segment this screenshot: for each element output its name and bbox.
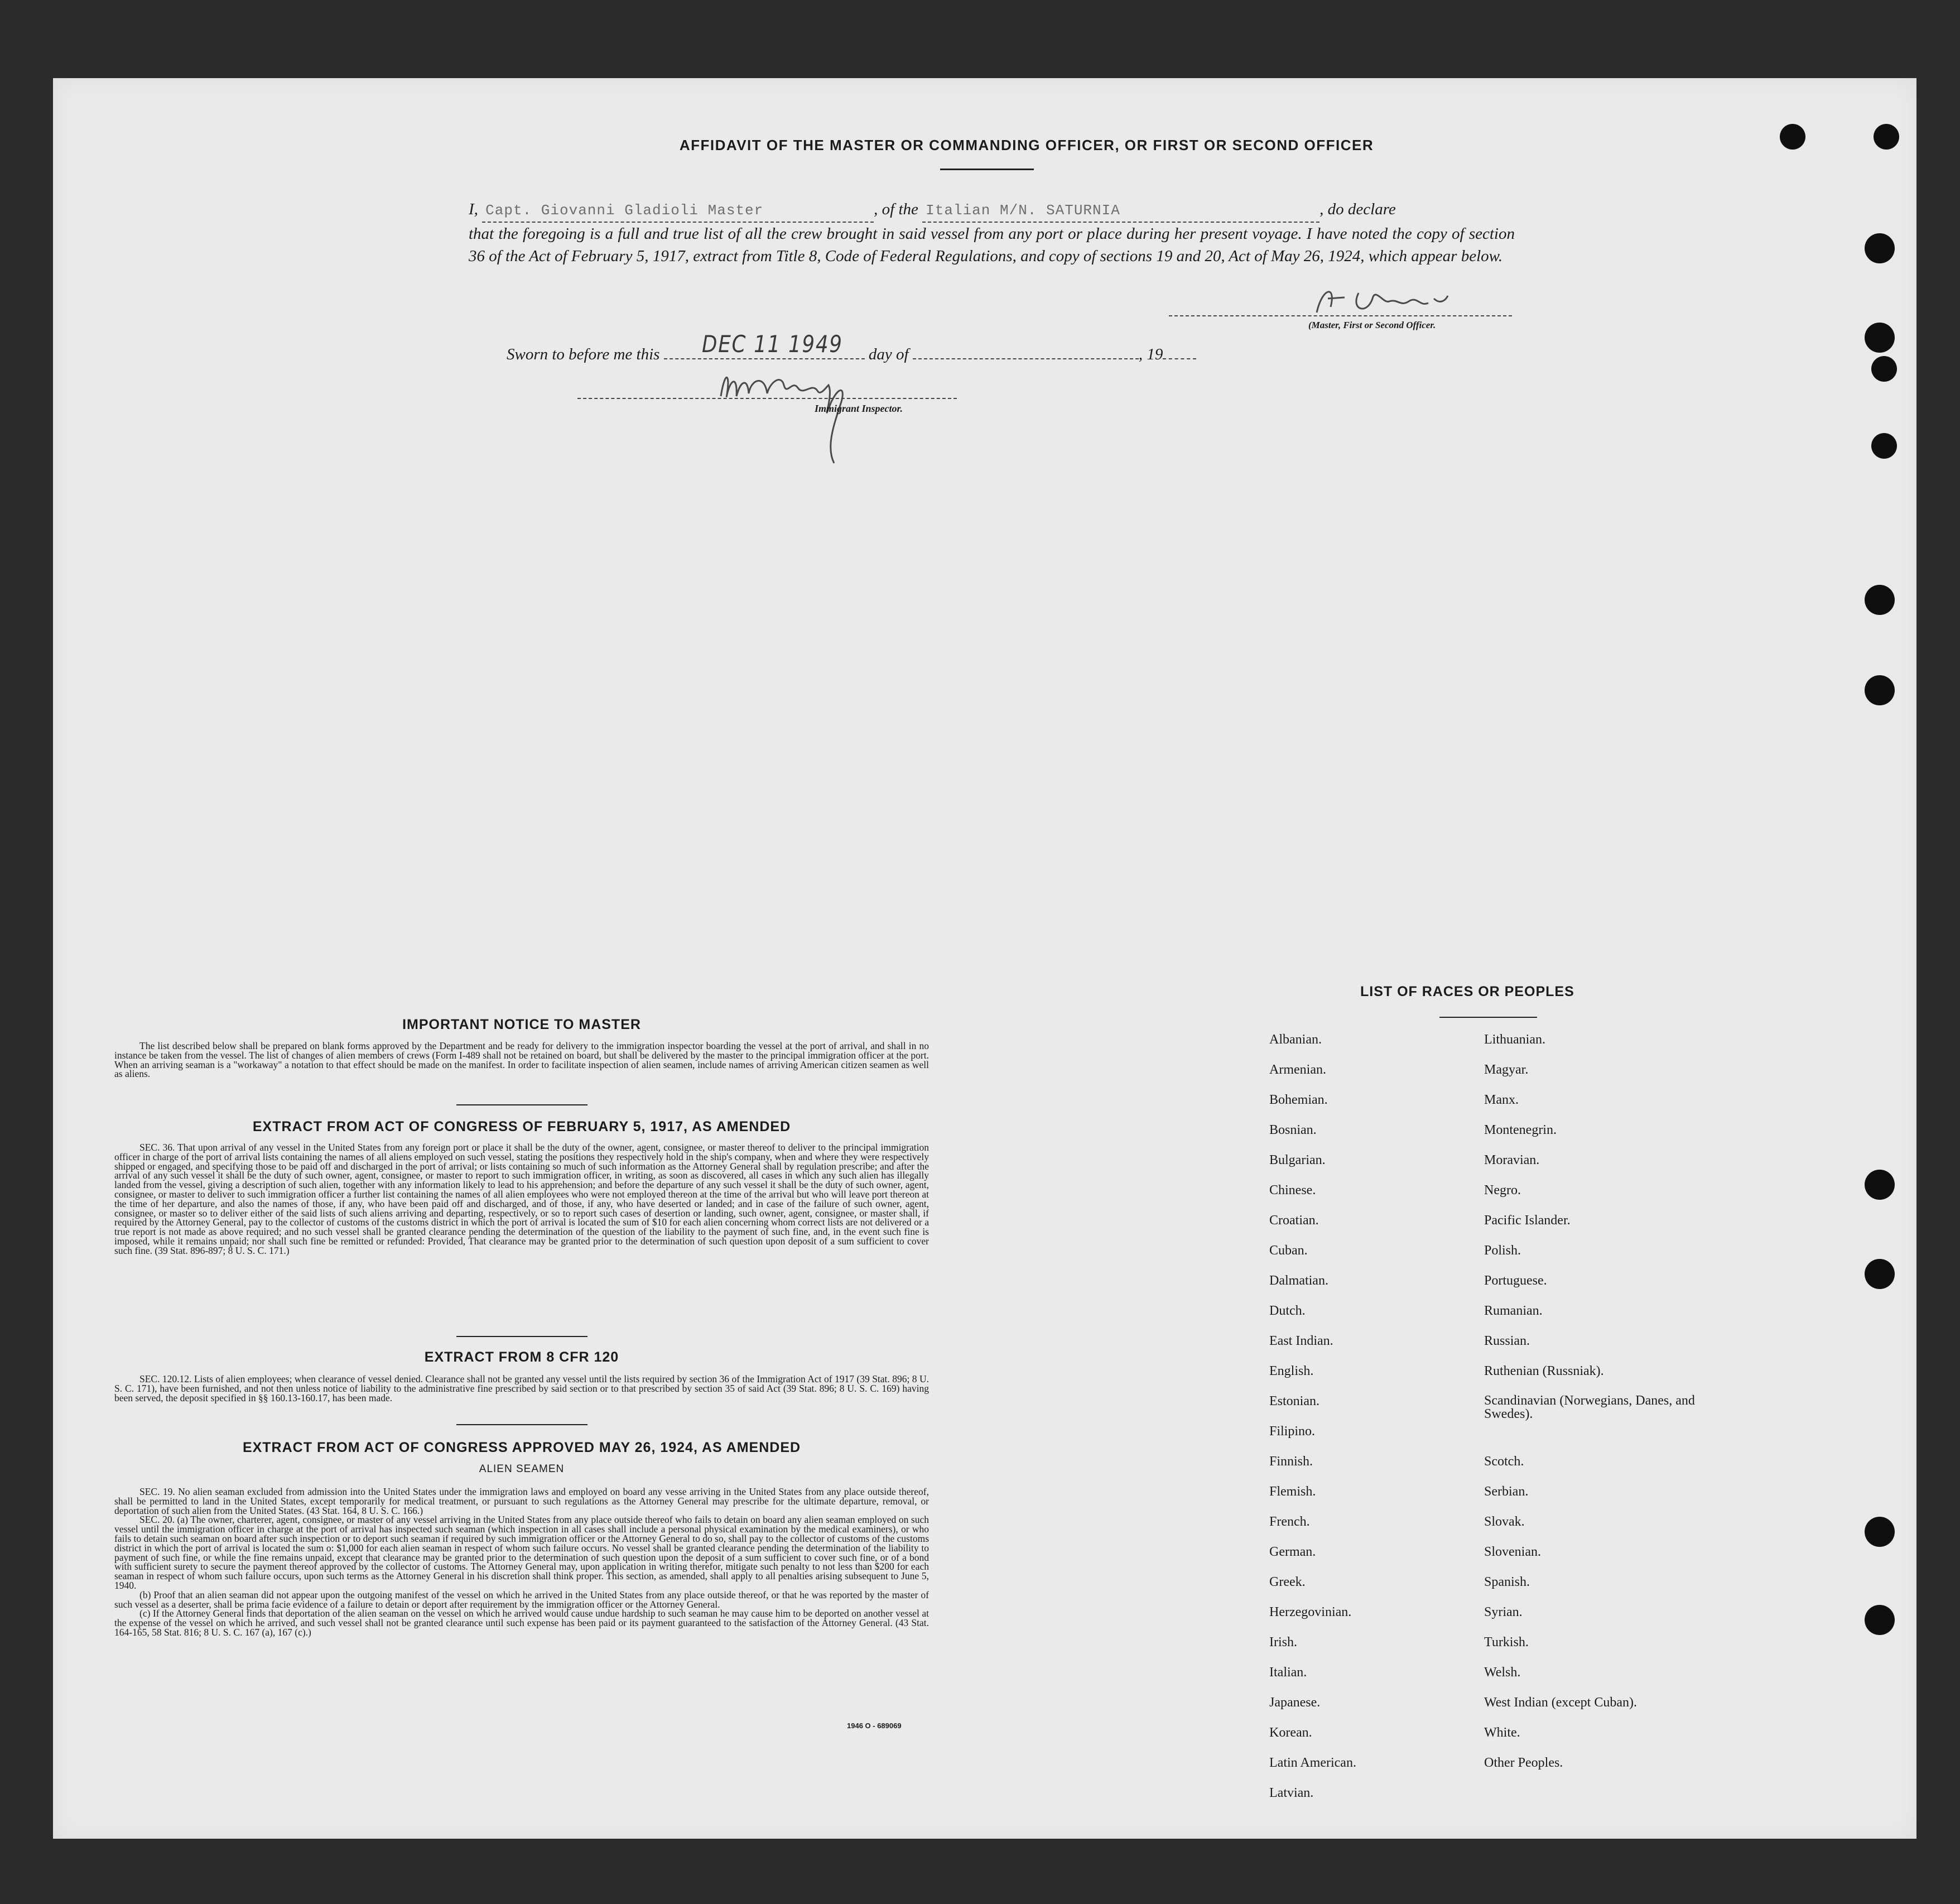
punch-hole <box>1865 1605 1895 1635</box>
punch-hole <box>1865 1170 1895 1200</box>
race-item: Latvian. <box>1269 1786 1314 1800</box>
inspector-signature <box>714 363 926 474</box>
race-item: Cuban. <box>1269 1243 1308 1258</box>
act1924-subtitle: ALIEN SEAMEN <box>479 1463 565 1475</box>
act1917-title: EXTRACT FROM ACT OF CONGRESS OF FEBRUARY 5, 1917, AS AMENDED <box>252 1119 791 1134</box>
race-item: Latin American. <box>1269 1756 1356 1770</box>
race-item: Serbian. <box>1484 1484 1529 1499</box>
act1917-section-36: SEC. 36. That upon arrival of any vessel in the United States from any foreign port or place it shall be the duty of the owner, agent, consignee, or master thereof to deliver to the principal immigration officer in charge of the port of arrival lists containing the names of all aliens employed on such vessel, stating the positions they respectively hold in the ship's company, when and where they were respectively shipped or engaged, and specifying those to be paid off and discharged in the port of arrival; or lists containing so much of such information as the Attorney General shall by regulation prescribe; and after the arrival of any such vessel it shall be the duty of such owner, agent, consignee, or master to report to such immigration officer, in writing, as soon as discovered, all cases in which any such alien has illegally landed from the vessel, giving a description of such alien, together with any information likely to lead to his apprehension; and before the departure of any such vessel it shall be the duty of such owner, agent, consignee, or master to deliver to such immigration officer a further list containing the names of all alien employees who were not employed thereon at the time of the arrival but who will leave port thereon at the time of her departure, and also the names of those, if any, who have been paid off and discharged, and of those, if any, who have deserted or landed; and in case of the failure of such owner, agent, consignee, or master so to deliver either of the said lists of such aliens arriving and departing, respectively, or so to report such cases of desertion or landing, such owner, agent, consignee, or master shall, if required by the Attorney General, pay to the collector of customs of the customs district in which the port of arrival is located the sum of $10 for each alien concerning whom correct lists are not delivered or a true report is not made as above required; and no such vessel shall be granted clearance pending the determination of the question of the liability to the payment of such fine, and, in the event such fine is imposed, while it remains unpaid; nor shall such fine be remitted or refunded: Provided, That clearance may be granted prior to the determination of such question upon deposit of a sum sufficient to cover such fine. (39 Stat. 896-897; 8 U. S. C. 171.) <box>114 1142 929 1256</box>
race-item: Bulgarian. <box>1269 1153 1326 1167</box>
cfr-title: EXTRACT FROM 8 CFR 120 <box>424 1349 619 1365</box>
race-item: Finnish. <box>1269 1454 1313 1469</box>
of-the-text: , of the <box>874 200 918 218</box>
race-item: Moravian. <box>1484 1153 1540 1167</box>
section-rule <box>456 1104 587 1105</box>
race-item: Rumanian. <box>1484 1304 1543 1318</box>
race-item: French. <box>1269 1514 1310 1529</box>
race-item: Scotch. <box>1484 1454 1524 1469</box>
race-item: Armenian. <box>1269 1062 1326 1077</box>
races-right-column <box>1484 1032 1718 1780</box>
sworn-date-field <box>664 330 865 359</box>
act1924-section-20b: (b) Proof that an alien seaman did not appear upon the outgoing manifest of the vessel on which he arrived in the United States from any place outside thereof, or that he was reported by the master of such vessel as a deserter, shall be prima facie evidence of a failure to detain or deport after requirement by the immigration officer or the Attorney General. <box>114 1589 929 1610</box>
section-rule <box>456 1424 587 1425</box>
race-item: Herzegovinian. <box>1269 1605 1352 1619</box>
punch-hole <box>1865 323 1895 353</box>
race-item: Dalmatian. <box>1269 1273 1328 1288</box>
sworn-prefix: Sworn to before me this <box>507 345 660 363</box>
race-item: Russian. <box>1484 1334 1530 1348</box>
race-item: Japanese. <box>1269 1695 1321 1710</box>
affidavit-body <box>469 198 1515 267</box>
race-item: Syrian. <box>1484 1605 1523 1619</box>
punch-hole <box>1865 585 1895 615</box>
act1924-section-19: SEC. 19. No alien seaman excluded from admission into the United States under the immigration laws and employed on board any vesse arriving in the United States from any place outside thereof, shall be permitted to land in the United States, except temporarily for medical treatment, or pursuant to such regulations as the Attorney General may prescribe for the ultimate departure, removal, or deportation of such alien from the United States. (43 Stat. 164, 8 U. S. C. 166.) <box>114 1486 929 1516</box>
race-item: West Indian (except Cuban). <box>1484 1695 1637 1710</box>
month-field <box>913 342 1139 359</box>
section-rule <box>456 1336 587 1337</box>
race-item: Slovenian. <box>1484 1545 1541 1559</box>
notice-body <box>114 1041 929 1079</box>
races-title-rule <box>1439 1017 1537 1018</box>
race-item: Other Peoples. <box>1484 1756 1563 1770</box>
race-item: Bohemian. <box>1269 1093 1328 1107</box>
race-item: Spanish. <box>1484 1575 1530 1589</box>
race-item: Dutch. <box>1269 1304 1306 1318</box>
punch-hole <box>1874 124 1899 150</box>
title-rule <box>940 169 1034 170</box>
race-item: Negro. <box>1484 1183 1521 1198</box>
print-code: 1946 O - 689069 <box>847 1722 902 1730</box>
act1924-section-20c: (c) If the Attorney General finds that deportation of the alien seaman on the vessel on which he arrived would cause undue hardship to such seaman he may cause him to be deported on another vessel at the expense of the vessel on which he arrived, and such vessel shall not be granted clearance until such expense has been paid or its payment guaranteed to the satisfaction of the Attorney General. (43 Stat. 164-165, 58 Stat. 816; 8 U. S. C. 167 (a), 167 (c).) <box>114 1608 929 1638</box>
race-item: Pacific Islander. <box>1484 1213 1571 1228</box>
race-item: Estonian. <box>1269 1394 1319 1408</box>
races-left-column <box>1269 1032 1465 1802</box>
race-item: Lithuanian. <box>1484 1032 1545 1047</box>
punch-hole <box>1871 433 1897 459</box>
inspector-signature-line <box>577 398 957 399</box>
race-item: English. <box>1269 1364 1314 1378</box>
races-title: LIST OF RACES OR PEOPLES <box>1360 984 1574 999</box>
race-item: East Indian. <box>1269 1334 1333 1348</box>
race-item: Scandinavian (Norwegians, Danes, and Swedes). <box>1484 1393 1695 1421</box>
race-item: Bosnian. <box>1269 1123 1317 1137</box>
race-item: Ruthenian (Russniak). <box>1484 1364 1604 1378</box>
declarant-line <box>469 198 1515 223</box>
master-name-field: Capt. Giovanni Gladioli Master <box>482 199 874 223</box>
cfr-body <box>114 1374 929 1402</box>
race-item: Manx. <box>1484 1093 1519 1107</box>
race-item: Slovak. <box>1484 1514 1525 1529</box>
do-declare-text: , do declare <box>1319 200 1396 218</box>
date-stamp: DEC 11 1949 <box>701 330 843 358</box>
i-prefix: I, <box>469 200 478 218</box>
race-item: Italian. <box>1269 1665 1307 1680</box>
inspector-caption: Immigrant Inspector. <box>815 403 903 414</box>
race-item: White. <box>1484 1725 1520 1740</box>
race-item: Montenegrin. <box>1484 1123 1557 1137</box>
race-item: German. <box>1269 1545 1316 1559</box>
act1924-section-20a: SEC. 20. (a) The owner, charterer, agent, consignee, or master of any vessel arriving in the United States from any place outside thereof who fails to detain on board any alien seaman employed on such vessel until the immigration officer in charge at the port of arrival has inspected such seaman (which inspection in all cases shall include a personal physical examination by the medical examiners), or who fails to detain such seaman on board after such inspection or to deport such seaman if required by such immigration officer or the Attorney General to do so, shall pay to the collector of customs of the customs district in which the port of arrival is located the sum o: $1,000 for each alien seaman in respect of whom such failure occurs. No vessel shall be granted clearance pending the determination of the liability to payment of such fine, or while the fine remains unpaid, except that clearance may be granted prior to the determination of such question upon the deposit of a sum sufficient to cover such fine, or of a bond with sufficient surety to secure the payment thereof approved by the collector of customs. The Attorney General may, upon application in writing therefor, mitigate such penalty to not less than $200 for each seaman in respect of whom such failure occurs, upon such terms as the Attorney General in his discretion shall think proper. This section, as amended, shall apply to all penalties arising subsequent to June 5, 1940. <box>114 1514 929 1591</box>
race-item: Polish. <box>1484 1243 1521 1258</box>
race-item: Filipino. <box>1269 1424 1316 1439</box>
punch-hole <box>1865 675 1895 705</box>
notice-title: IMPORTANT NOTICE TO MASTER <box>402 1017 641 1032</box>
master-signature-caption: (Master, First or Second Officer. <box>1308 320 1436 330</box>
race-item: Greek. <box>1269 1575 1306 1589</box>
punch-hole <box>1865 1259 1895 1289</box>
race-item: Magyar. <box>1484 1062 1529 1077</box>
punch-hole <box>1865 233 1895 263</box>
notice-paragraph: The list described below shall be prepared on blank forms approved by the Department and be ready for delivery to the immigration inspector boarding the vessel at the port of arrival, and shall in no instance be taken from the vessel. The list of changes of alien members of crews (Form I-489 shall not be retained on board, but shall be delivered by the master to the principal immigration officer at the port. When an arriving seaman is a "workaway" a notation to that effect should be made on the manifest. In order to facilitate inspection of alien seamen, include names of arriving American citizen seamen as well as aliens. <box>114 1040 929 1080</box>
race-item: Korean. <box>1269 1725 1312 1740</box>
act1924-title: EXTRACT FROM ACT OF CONGRESS APPROVED MAY 26, 1924, AS AMENDED <box>242 1440 801 1455</box>
vessel-name-field: Italian M/N. SATURNIA <box>922 199 1319 223</box>
cfr-section: SEC. 120.12. Lists of alien employees; when clearance of vessel denied. Clearance shall not be granted any vessel until the lists required by section 36 of the Immigration Act of 1917 (39 Stat. 896; 8 U. S. C. 171), have been furnished, and not then unless notice of liability to the administrative fine prescribed by said section or to that prescribed by section 35 of said Act (39 Stat. 896; 8 U. S. C. 169) having been served, the deposit specified in §§ 160.13-160.17, has been made. <box>114 1373 929 1403</box>
punch-hole <box>1865 1517 1895 1547</box>
declaration-text: that the foregoing is a full and true list of all the crew brought in said vessel from any port or place during her present voyage. I have noted the copy of section 36 of the Act of February 5, 1917, extract from Title 8, Code of Federal Regulations, and copy of sections 19 and 20, Act of May 26, 1924, which appear below. <box>469 225 1515 265</box>
affidavit-title: AFFIDAVIT OF THE MASTER OR COMMANDING OFFICER, OR FIRST OR SECOND OFFICER <box>679 137 1374 153</box>
punch-hole <box>1780 124 1805 150</box>
race-item: Turkish. <box>1484 1635 1529 1650</box>
race-item: Irish. <box>1269 1635 1297 1650</box>
day-of-text: day of <box>868 345 909 363</box>
race-item: Portuguese. <box>1484 1273 1547 1288</box>
race-item: Welsh. <box>1484 1665 1521 1680</box>
year-field <box>1163 342 1196 359</box>
master-signature-line <box>1169 315 1512 316</box>
act1917-body <box>114 1143 929 1256</box>
race-item: Flemish. <box>1269 1484 1316 1499</box>
act1924-body <box>114 1487 929 1637</box>
year-prefix: , 19 <box>1138 345 1163 363</box>
race-item: Chinese. <box>1269 1183 1316 1198</box>
race-item: Albanian. <box>1269 1032 1322 1047</box>
punch-hole <box>1871 356 1897 382</box>
race-item: Croatian. <box>1269 1213 1319 1228</box>
